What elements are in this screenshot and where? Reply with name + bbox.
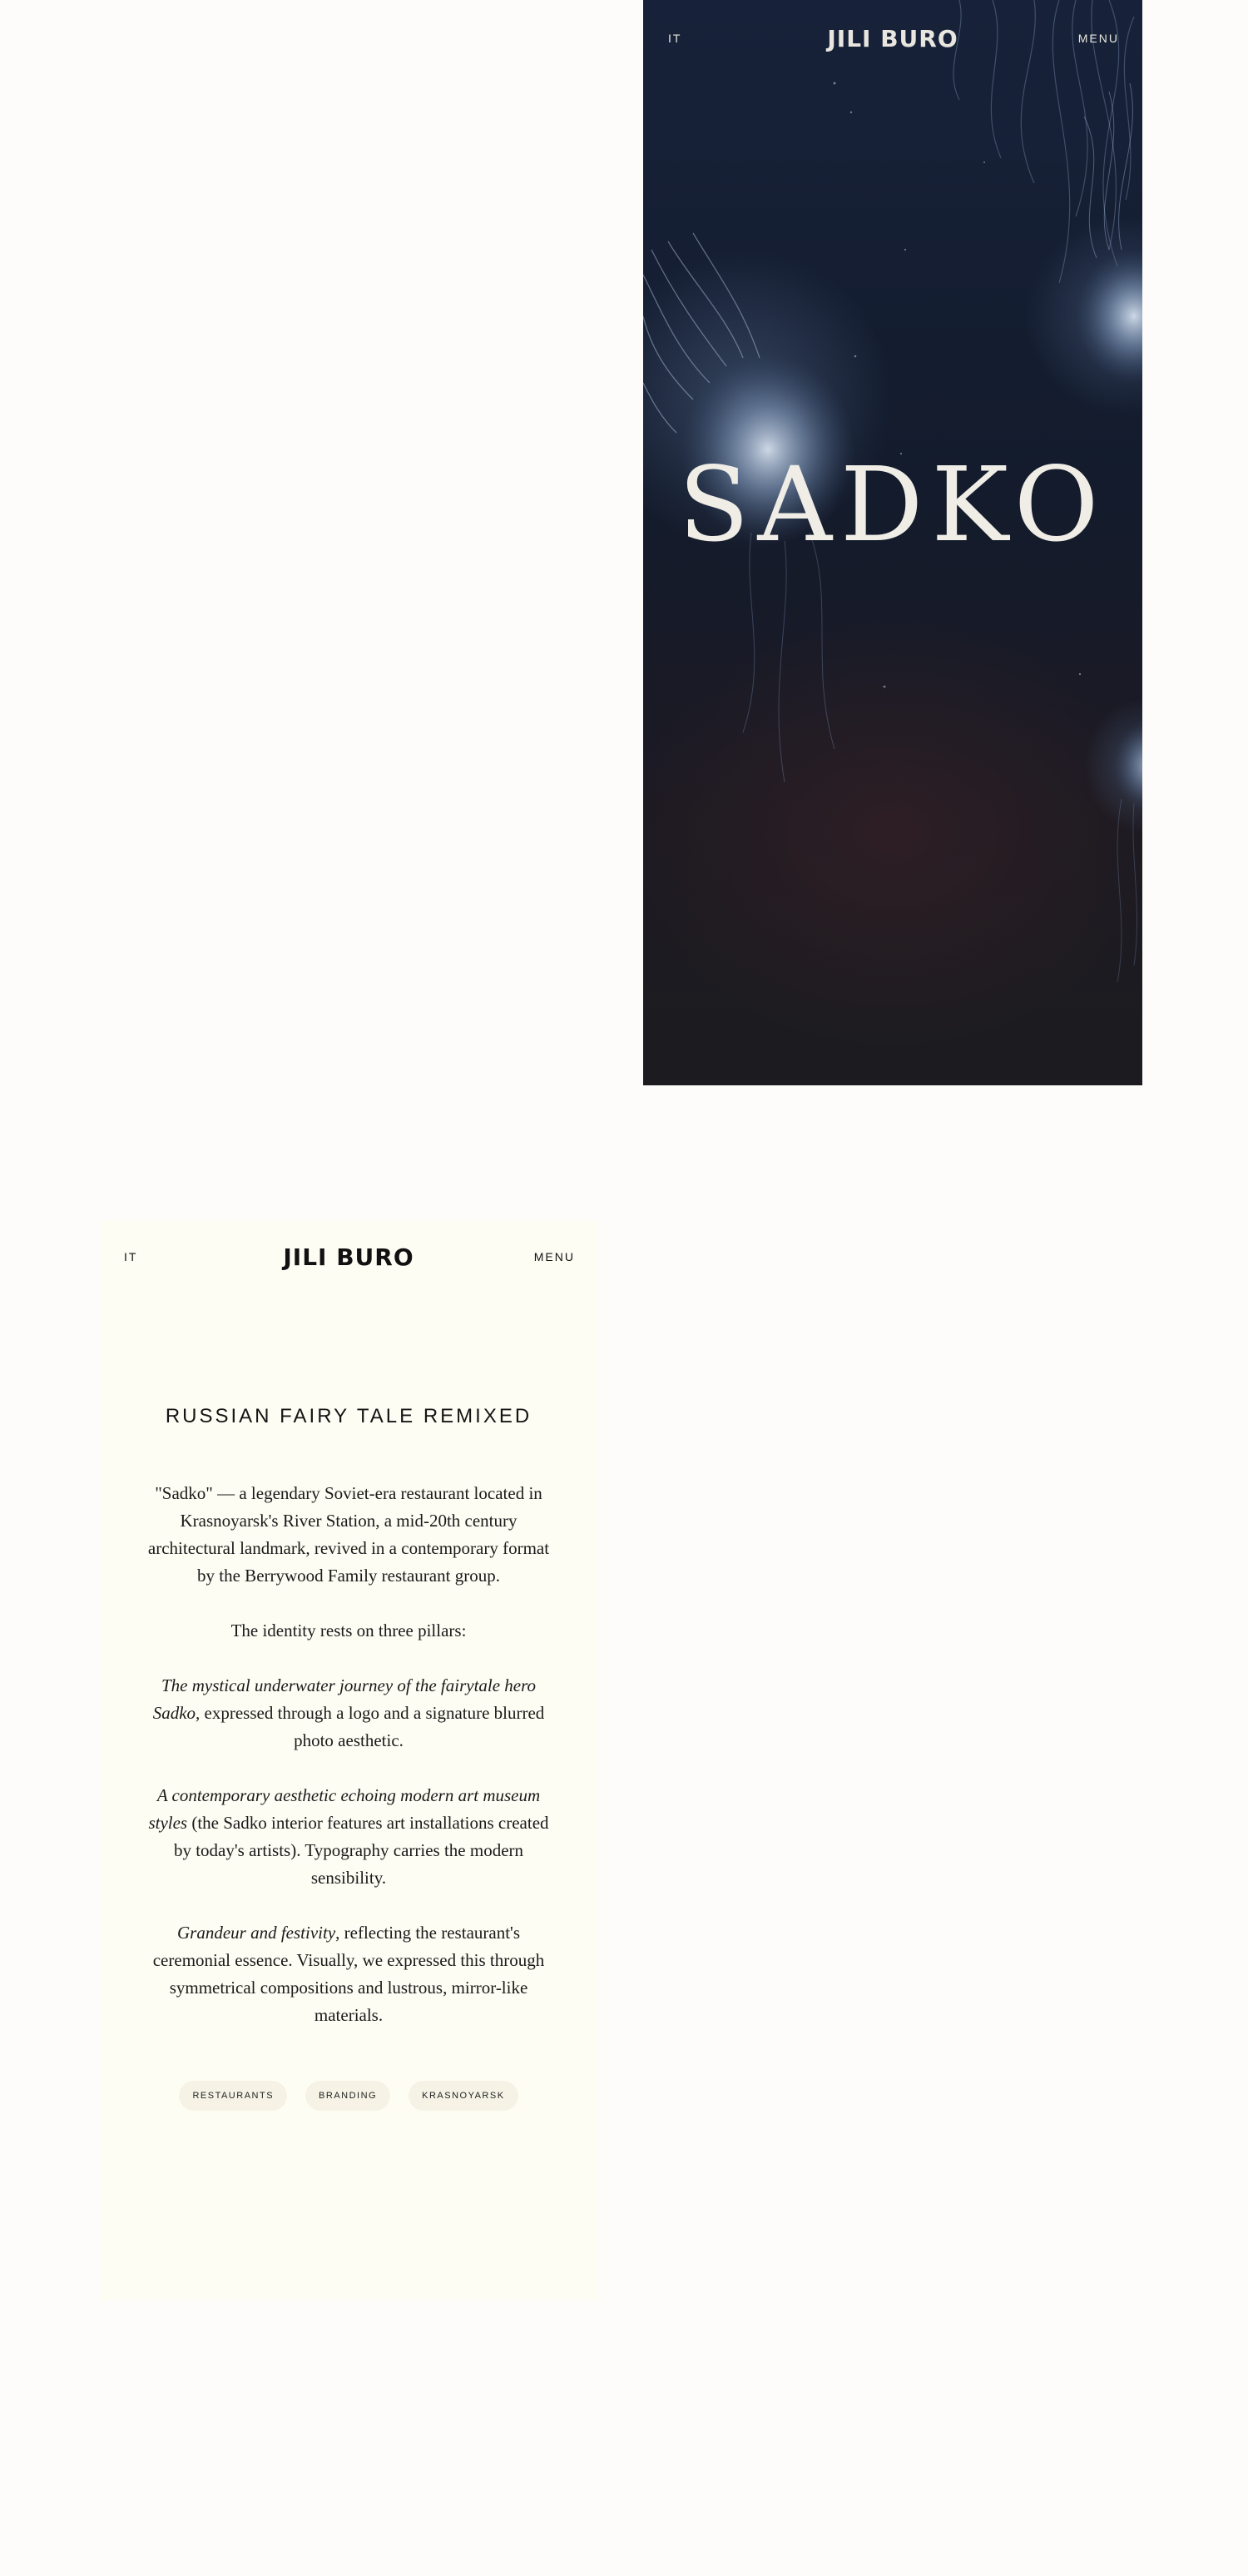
- tag-branding[interactable]: BRANDING: [305, 2081, 390, 2111]
- pillar-emphasis: The mystical underwater journey of the fairytale hero Sadko,: [152, 1675, 537, 1723]
- intro-paragraph: "Sadko" — a legendary Soviet-era restaurant located in Krasnoyarsk's River Station, a mid-20th century architectural landmark, revived in a contemporary format by the Berrywood Family restaurant group.: [147, 1483, 550, 1586]
- project-description: [145, 1480, 552, 2057]
- pillar-paragraph: [145, 1919, 552, 2029]
- pillars-intro: The identity rests on three pillars:: [230, 1621, 467, 1640]
- tag-list: [99, 2081, 598, 2111]
- pillar-text: , reflecting the restaurant's ceremonial essence. Visually, we expressed this through symmetrical compositions and lustrous, mirror-like materials.: [152, 1923, 545, 2025]
- pillar-emphasis: Grandeur and festivity: [177, 1923, 336, 1943]
- hero-screen: [643, 0, 1142, 1085]
- header-bar: [643, 22, 1142, 55]
- about-screen: [99, 1220, 598, 2301]
- brand-logo[interactable]: JILI BURO: [283, 1243, 414, 1271]
- menu-button[interactable]: MENU: [533, 1250, 575, 1263]
- pillar-text: (the Sadko interior features art installations created by today's artists). Typography carries the modern sensibility.: [173, 1813, 549, 1888]
- section-title: RUSSIAN FAIRY TALE REMIXED: [165, 1405, 532, 1427]
- pillar-paragraph: [145, 1672, 552, 1755]
- language-switch[interactable]: IT: [124, 1250, 138, 1263]
- pillar-text: expressed through a logo and a signature blurred photo aesthetic.: [200, 1703, 545, 1750]
- hero-title: SADKO: [678, 445, 1107, 565]
- pillar-emphasis: A contemporary aesthetic echoing modern art museum styles: [148, 1785, 541, 1833]
- menu-button[interactable]: MENU: [1077, 32, 1119, 45]
- tag-restaurants[interactable]: RESTAURANTS: [179, 2081, 287, 2111]
- language-switch[interactable]: IT: [668, 32, 682, 45]
- pillar-paragraph: [145, 1782, 552, 1892]
- tag-krasnoyarsk[interactable]: KRASNOYARSK: [409, 2081, 518, 2111]
- header-bar: [99, 1240, 598, 1273]
- brand-logo[interactable]: JILI BURO: [827, 24, 958, 52]
